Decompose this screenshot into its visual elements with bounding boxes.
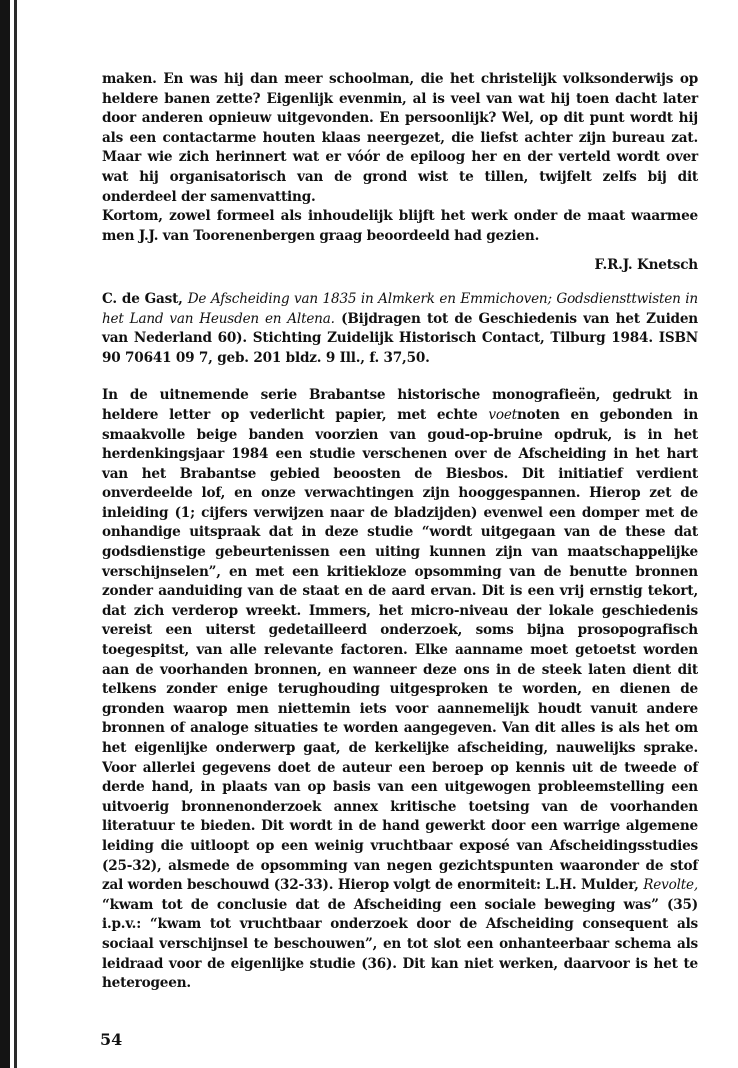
page-number: 54 [100, 1030, 123, 1049]
review-signature: F.R.J. Knetsch [594, 257, 698, 274]
intro-paragraph: maken. En was hij dan meer schoolman, die het christelijk volksonderwijs op heldere banen zette? Eigenlijk evenmin, al is veel van wat hij toen dacht later door anderen opnieuw uitgevonden. En persoonlijk? Wel, op dit punt wordt hij als een contactarme houten klaas neergezet, die liefst achter zijn bureau zat. Maar wie zich herinnert wat er vóór de epiloog her en der verteld wordt over wat hij organisatorisch van de grond wist te tillen, twijfelt zelfs bij dit onderdeel der samenvatting. [102, 71, 698, 205]
closing-paragraph: Kortom, zowel formeel als inhoudelijk blijft het werk onder de maat waarmee men J.J. van Toorenenbergen graag beoordeeld had gezien. [102, 208, 698, 244]
book-reference [102, 290, 698, 368]
page-text-block [102, 70, 698, 994]
scan-edge-line [14, 0, 17, 1068]
body-part-3: “kwam tot de conclusie dat de Afscheiding een sociale beweging was” (35) i.p.v.: “kwam tot vruchtbaar onderzoek door de Afscheiding consequent als sociaal verschijnsel te beschouwen”, en tot slot een onhanteerbaar schema als leidraad voor de eigenlijke studie (36). Dit kan niet werken, daarvoor is het te heterogeen. [102, 896, 698, 992]
reference-author: C. de Gast, [102, 290, 183, 307]
body-part-1: In de uitnemende serie Brabantse historische monografieën, gedrukt in heldere letter op vederlicht papier, met echte [102, 387, 698, 423]
body-italic-revolte: Revolte, [643, 877, 698, 894]
reference-details: (Bijdragen tot de Geschiedenis van het Zuiden van Nederland 60). Stichting Zuidelijk Historisch Contact, Tilburg 1984. ISBN 90 70641 09 7, geb. 201 bldz. 9 Ill., f. 37,50. [102, 310, 698, 366]
body-italic-voet: voet [488, 406, 517, 423]
scan-edge-bar [0, 0, 10, 1068]
body-part-2: noten en gebonden in smaakvolle beige banden voorzien van goud-op-bruine opdruk, is in het herdenkingsjaar 1984 een studie verschenen over de Afscheiding in het hart van het Brabantse gebied beoosten de Biesbos. Dit initiatief verdient onverdeelde lof, en onze verwachtingen zijn hooggespannen. Hierop zet de inleiding (1; cijfers verwijzen naar de bladzijden) evenwel een domper met de onhandige uitspraak dat in deze studie “wordt uitgegaan van de these dat godsdienstige gebeurtenissen een uiting kunnen zijn van maatschappelijke verschijnselen”, en met een kritiekloze opsomming van de benutte bronnen zonder aanduiding van de staat en de aard ervan. Dit is een vrij ernstig tekort, dat zich verderop wreekt. Immers, het micro-niveau der lokale geschiedenis vereist een uiterst gedetailleerd onderzoek, soms bijna prosopografisch toegespitst, van alle relevante factoren. Elke aanname moet getoetst worden aan de voorhanden bronnen, en wanneer deze ons in de steek laten dient dit telkens zonder enige terughouding uitgesproken te worden, en dienen de gronden waarop men niettemin iets voor aannemelijk houdt vanuit andere bronnen of analoge situaties te worden aangegeven. Van dit alles is als het om het eigenlijke onderwerp gaat, de kerkelijke afscheiding, nauwelijks sprake. Voor allerlei gegevens doet de auteur een beroep op kennis uit de tweede of derde hand, in plaats van op basis van een uitgewogen probleemstelling een uitvoerig bronnenonderzoek annex kritische toetsing van de voorhanden literatuur te bieden. Dit wordt in de hand gewerkt door een warrige algemene leiding die uitloopt op een weinig vruchtbaar exposé van Afscheidingsstudies (25-32), alsmede de opsomming van negen gezichtspunten waaronder de stof zal worden beschouwd (32-33). Hierop volgt de enormiteit: L.H. Mulder, [102, 406, 699, 894]
reference-title: De Afscheiding van 1835 in Almkerk en Emmichoven; Godsdiensttwisten in het Land van Heusden en Altena. [102, 290, 698, 327]
review-body [102, 386, 698, 993]
